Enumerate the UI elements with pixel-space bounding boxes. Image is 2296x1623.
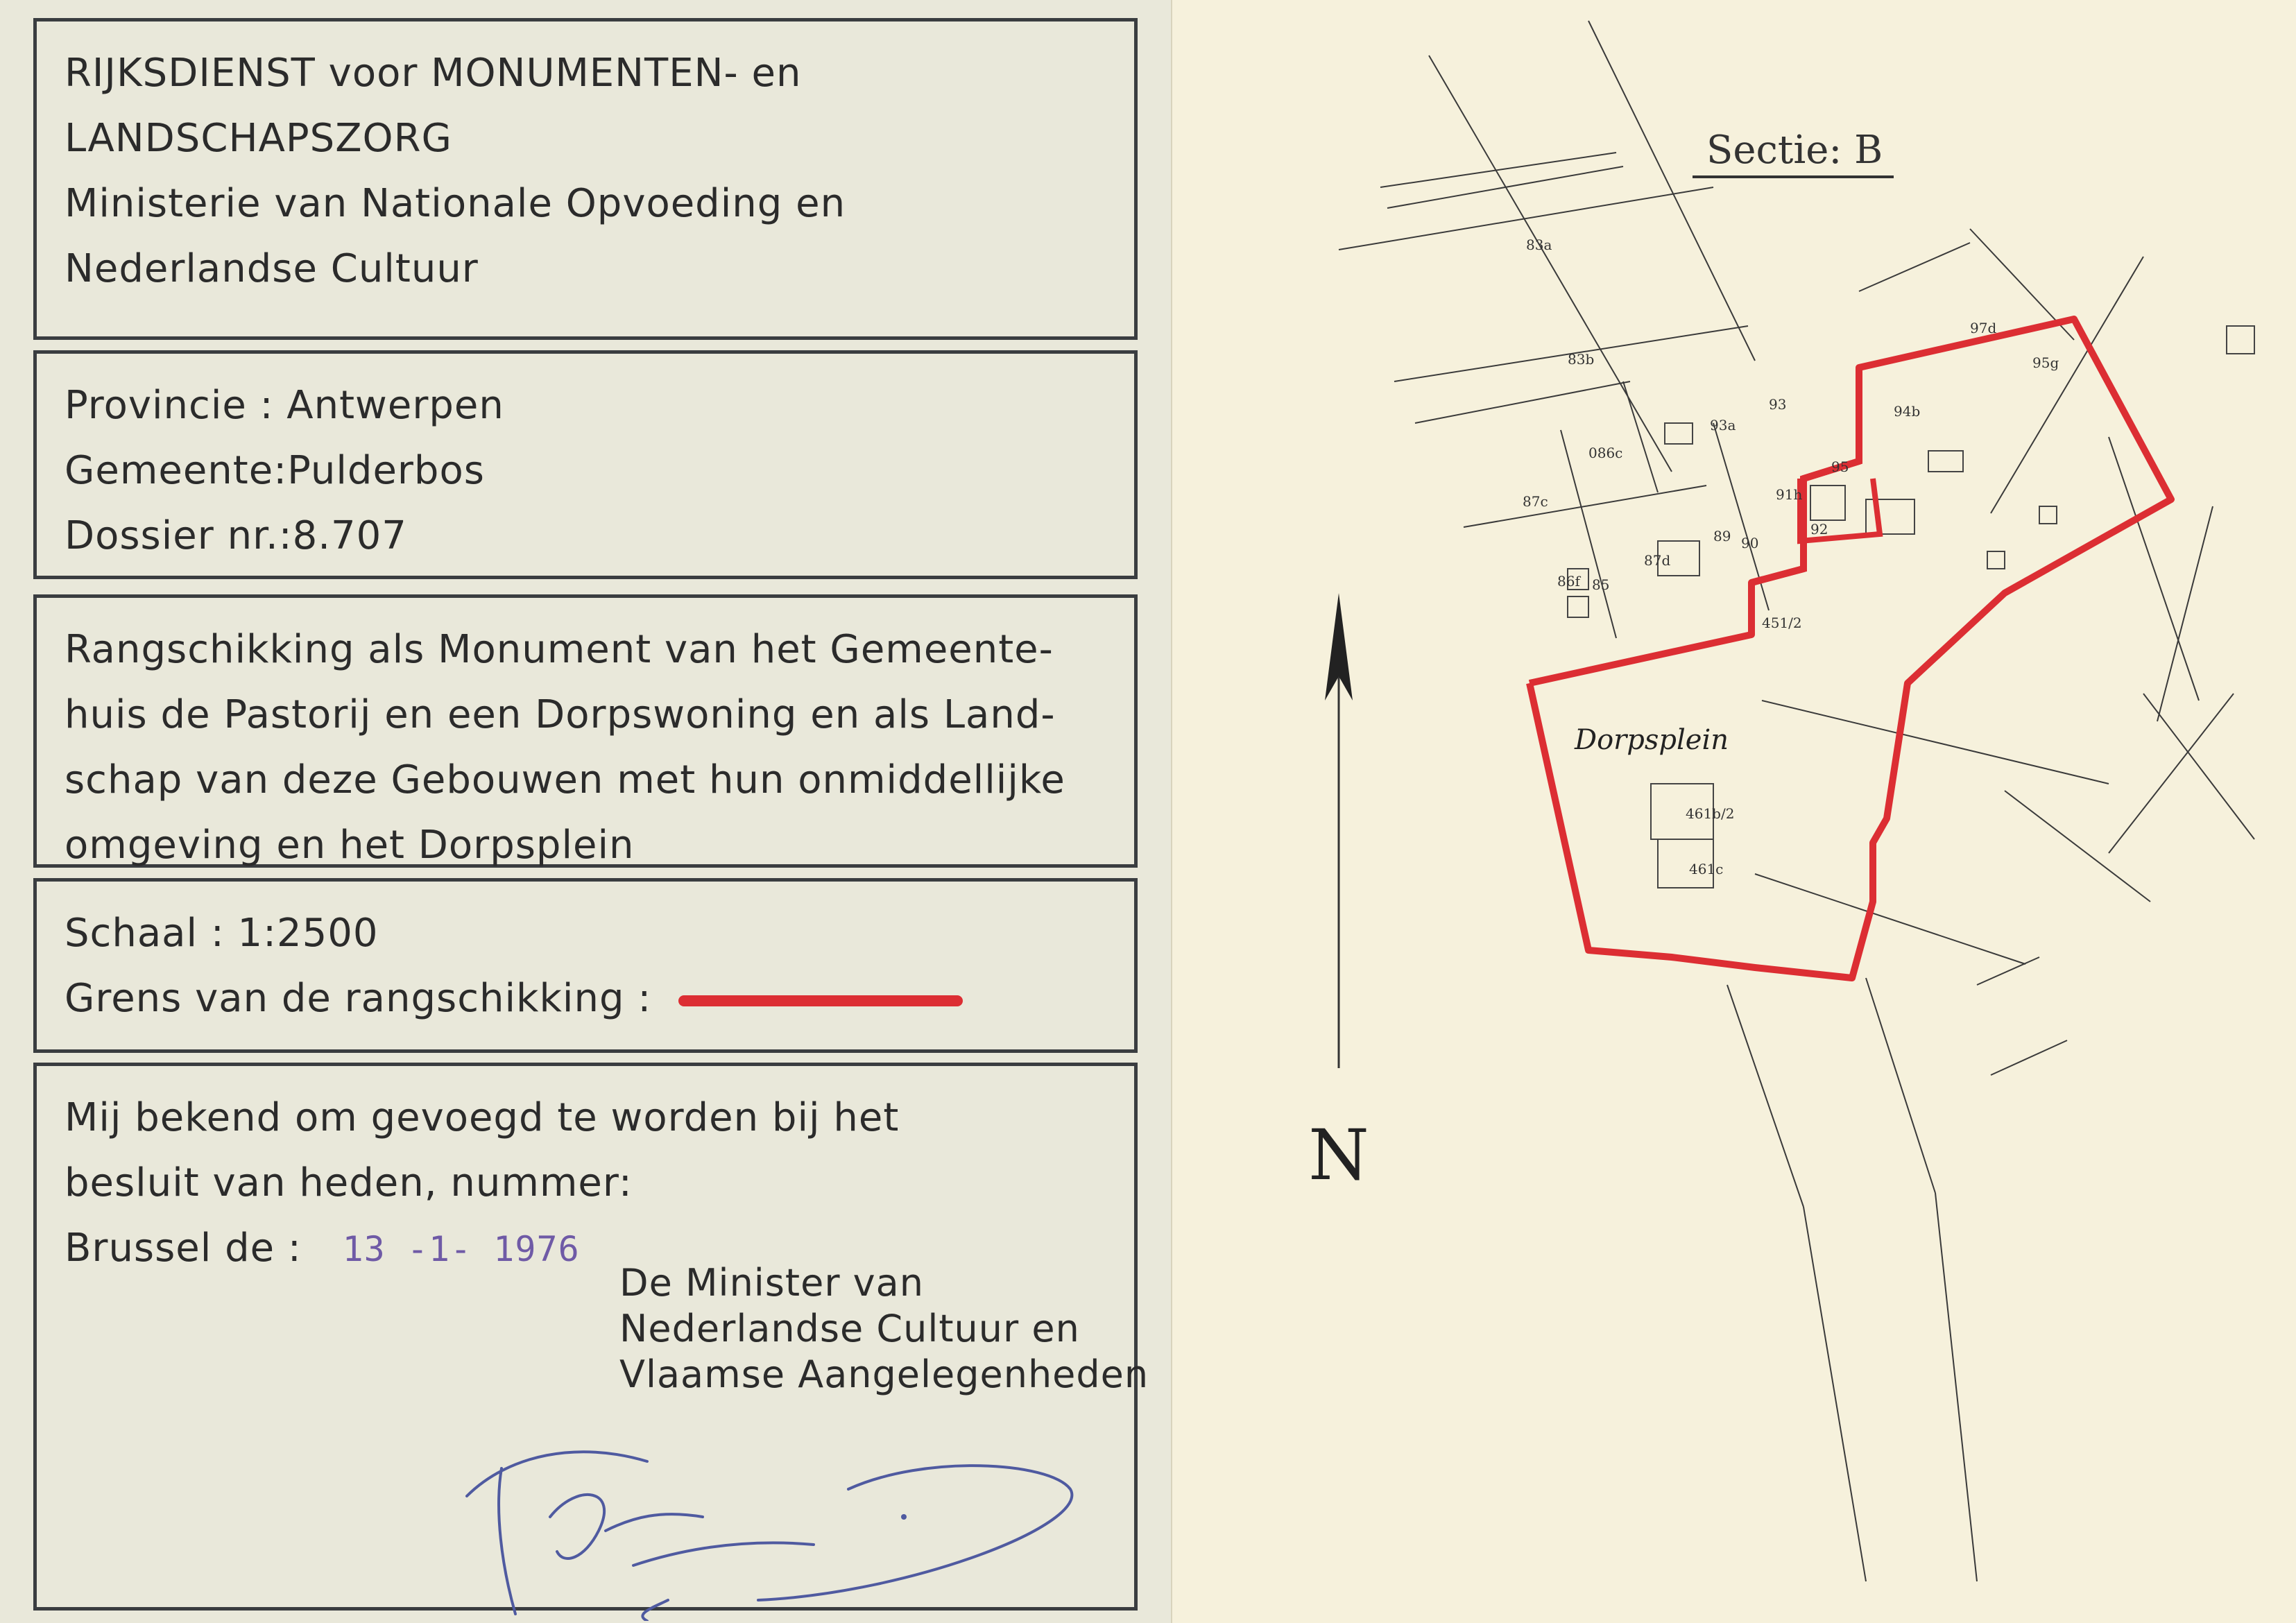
decision-line1: Mij bekend om gevoegd te worden bij het: [65, 1095, 900, 1140]
agency-name-line2: LANDSCHAPSZORG: [65, 116, 452, 161]
parcel-number: 95g: [2032, 354, 2059, 371]
decision-line2: besluit van heden, nummer:: [65, 1160, 633, 1205]
description-line2: huis de Pastorij en een Dorpswoning en als Land-: [65, 692, 1056, 737]
parcel-number: 451/2: [1762, 615, 1802, 631]
ministry-line2: Nederlandse Cultuur: [65, 246, 479, 291]
description-line3: schap van deze Gebouwen met hun onmiddellijke: [65, 757, 1065, 802]
parcel-numbers: [1523, 237, 2059, 877]
brussel-label: Brussel de :: [65, 1226, 302, 1271]
decision-box: [33, 1063, 1149, 1611]
parcel-number: 91h: [1776, 486, 1803, 503]
scale-box: [33, 878, 1138, 1053]
dorpsplein-label: Dorpsplein: [1575, 724, 1729, 756]
parcel-number: 85: [1592, 576, 1610, 593]
description-box: [33, 594, 1138, 868]
agency-header-box: [33, 18, 1138, 340]
boundary-legend: [65, 966, 1106, 1031]
description-line1: Rangschikking als Monument van het Gemeente-: [65, 627, 1054, 672]
parcel-number: 086c: [1588, 445, 1623, 461]
parcel-number: 97d: [1970, 320, 1997, 336]
boundary-legend-label: Grens van de rangschikking :: [65, 976, 652, 1021]
minister-line3: Vlaamse Aangelegenheden: [619, 1352, 1149, 1396]
parcel-number: 83b: [1568, 351, 1595, 368]
parcel-number: 86f: [1557, 573, 1580, 590]
section-label: Sectie: B: [1706, 128, 1883, 173]
ministry-line1: Ministerie van Nationale Opvoeding en: [65, 181, 846, 226]
parcel-number: 92: [1810, 521, 1828, 538]
agency-name-line1: RIJKSDIENST voor MONUMENTEN- en: [65, 51, 802, 96]
parcel-number: 87d: [1644, 552, 1671, 569]
parcel-number: 461c: [1689, 861, 1724, 877]
minister-block: [619, 1260, 1149, 1398]
boundary-inner-segment: [1751, 368, 1859, 583]
parcel-number: 93a: [1710, 417, 1736, 433]
parcel-number: 94b: [1894, 403, 1921, 420]
parcel-number: 87c: [1523, 493, 1548, 510]
parcel-number: 89: [1713, 528, 1731, 544]
boundary-legend-swatch: [678, 995, 963, 1006]
parcel-number: 93: [1769, 396, 1787, 413]
classification-boundary: [1530, 319, 2171, 978]
description-line4: omgeving en het Dorpsplein: [65, 823, 635, 868]
parcel-number: 461b/2: [1686, 805, 1735, 822]
parcel-lines: [1339, 21, 2254, 1581]
map-panel: [1172, 0, 2296, 1623]
cadastral-map: [1172, 0, 2296, 1623]
north-arrow: [1308, 593, 1369, 1196]
handwritten-signature: [425, 1413, 1119, 1621]
scale-text: Schaal : 1:2500: [65, 911, 379, 956]
minister-line2: Nederlandse Cultuur en: [619, 1307, 1080, 1350]
location-box: [33, 350, 1138, 579]
parcel-number: 95: [1831, 458, 1849, 475]
dossier-text: Dossier nr.:8.707: [65, 513, 407, 558]
provincie-text: Provincie : Antwerpen: [65, 383, 504, 428]
minister-line1: De Minister van: [619, 1261, 924, 1305]
north-label: N: [1308, 1115, 1369, 1196]
gemeente-text: Gemeente:Pulderbos: [65, 448, 485, 493]
date-stamp: 13 -1- 1976: [342, 1229, 580, 1269]
parcel-number: 90: [1741, 535, 1759, 551]
parcel-number: 83a: [1526, 237, 1552, 253]
